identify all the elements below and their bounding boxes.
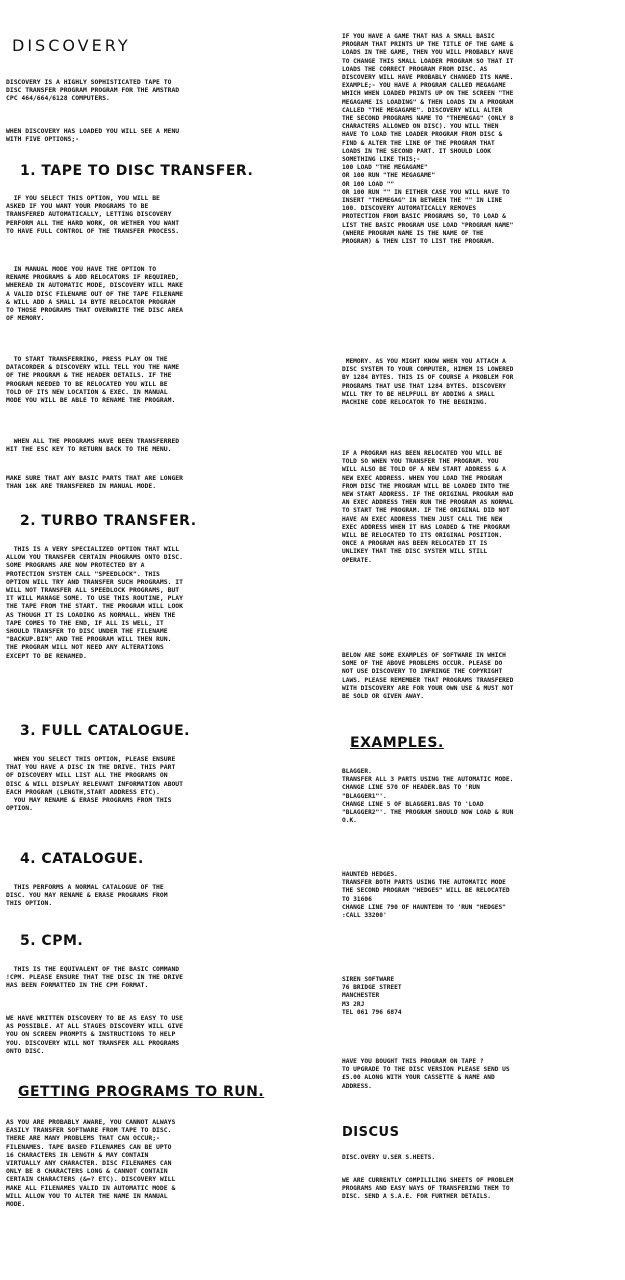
section-3-heading: 3. FULL CATALOGUE. bbox=[20, 723, 190, 739]
menu-intro-paragraph: WHEN DISCOVERY HAS LOADED YOU WILL SEE A MENU WITH FIVE OPTIONS;- bbox=[6, 127, 180, 144]
discus-subtitle: DISC.OVERY U.SER S.HEETS. bbox=[342, 1154, 436, 1161]
upgrade-offer: HAVE YOU BOUGHT THIS PROGRAM ON TAPE ? TO UPGRADE TO THE DISC VERSION PLEASE SEND US £5.00 ALONG WITH YOUR CASSETTE & NAME AND ADDRESS. bbox=[342, 1058, 510, 1090]
relocation-paragraph: IF A PROGRAM HAS BEEN RELOCATED YOU WILL BE TOLD SO WHEN YOU TRANSFER THE PROGRAM. YOU WILL ALSO BE TOLD OF A NEW START ADDRESS & A NEW EXEC ADDRESS. WHEN YOU LOAD THE PROGRAM FROM DISC THE PROGRAM WILL BE LOADED INTO THE NEW START ADDRESS. IF THE ORIGINAL PROGRAM HAD AN EXEC ADDRESS THEN RUN THE PROGRAM AS NORMAL TO START THE PROGRAM. IF THE ORIGINAL DID NOT HAVE AN EXEC ADDRESS THEN JUST CALL THE NEW EXEC ADDRESS WHEN IT HAS LOADED & THE PROGRAM WILL BE RELOCATED TO ITS ORIGINAL POSITION. ONCE A PROGRAM HAS BEEN RELOCATED IT IS UNLIKEY THAT THE DISC SYSTEM WILL STILL OPERATE. bbox=[342, 450, 514, 564]
examples-intro-paragraph: BELOW ARE SOME EXAMPLES OF SOFTWARE IN WHICH SOME OF THE ABOVE PROBLEMS OCCUR. PLEASE DO NOT USE DISCOVERY TO INFRINGE THE COPYRIGHT LAWS. PLEASE REMEMBER THAT PROGRAMS TRANSFERED WITH DISCOVERY ARE FOR YOUR OWN USE & MUST NOT BE SOLD OR GIVEN AWAY. bbox=[342, 652, 514, 701]
examples-heading: EXAMPLES. bbox=[350, 735, 444, 751]
example-haunted-hedges: HAUNTED HEDGES. TRANSFER BOTH PARTS USING THE AUTOMATIC MODE THE SECOND PROGRAM "HEDGES" WILL BE RELOCATED TO 31606 CHANGE LINE 790 OF HAUNTEDH TO 'RUN "HEDGES" :CALL 33200' bbox=[342, 871, 510, 920]
section-2-paragraph: THIS IS A VERY SPECIALIZED OPTION THAT WILL ALLOW YOU TRANSFER CERTAIN PROGRAMS ONTO DISC. SOME PROGRAMS ARE NOW PROTECTED BY A PROTECTION SYSTEM CALL "SPEEDLOCK". THIS OPTION WILL TRY AND TRANSFER SUCH PROGRAMS. IT WILL NOT TRANSFER ALL SPEEDLOCK PROGRAMS, BUT IT WILL MANAGE SOME. TO USE THIS ROUTINE, PLAY THE TAPE FROM THE START. THE PROGRAM WILL LOOK AS THOUGH IT IS LOADING AS NORMALL. WHEN THE TAPE COMES TO THE END, IF ALL IS WELL, IT SHOULD TRANSFER TO DISC UNDER THE FILENAME "BACKUP.BIN" AND THE PROGRAM WILL THEN RUN. THE PROGRAM WILL NOT NEED ANY ALTERATIONS EXCEPT TO BE RENAMED. bbox=[6, 545, 183, 660]
section-2-heading: 2. TURBO TRANSFER. bbox=[20, 513, 197, 529]
section-5-paragraph-1: THIS IS THE EQUIVALENT OF THE BASIC COMMAND !CPM. PLEASE ENSURE THAT THE DISC IN THE DRIVE HAS BEEN FORMATTED IN THE CPM FORMAT. bbox=[6, 965, 183, 990]
getting-programs-heading: GETTING PROGRAMS TO RUN. bbox=[18, 1084, 265, 1100]
section-1-paragraph-5: MAKE SURE THAT ANY BASIC PARTS THAT ARE LONGER THAN 16K ARE TRANSFERED IN MANUAL MODE. bbox=[6, 474, 183, 491]
memory-paragraph: MEMORY. AS YOU MIGHT KNOW WHEN YOU ATTACH A DISC SYSTEM TO YOUR COMPUTER, HIMEM IS LOWERED BY 1284 BYTES. THIS IS OF COURSE A PROBLEM FOR PROGRAMS THAT USE THAT 1284 BYTES. DISCOVERY WILL TRY TO BE HELPFULL BY ADDING A SMALL MACHINE CODE RELOCATOR TO THE BEGINING. bbox=[342, 358, 514, 407]
section-4-paragraph: THIS PERFORMS A NORMAL CATALOGUE OF THE DISC. YOU MAY RENAME & ERASE PROGRAMS FROM THIS OPTION. bbox=[6, 883, 168, 908]
getting-programs-paragraph: AS YOU ARE PROBABLY AWARE, YOU CANNOT ALWAYS EASILY TRANSFER SOFTWARE FROM TAPE TO DISC. THERE ARE MANY PROBLEMS THAT CAN OCCUR;- FILENAMES. TAPE BASED FILENAMES CAN BE UPTO 16 CHARACTERS IN LENGTH & MAY CONTAIN VIRTUALLY ANY CHARACTER. DISC FILENAMES CAN ONLY BE 8 CHARACTERS LONG & CANNOT CONTAIN CERTAIN CHARACTERS (&=? ETC). DISCOVERY WILL MAKE ALL FILENAMES VALID IN AUTOMATIC MODE & WILL ALLOW YOU TO ALTER THE NAME IN MANUAL MODE. bbox=[6, 1118, 176, 1209]
section-1-heading: 1. TAPE TO DISC TRANSFER. bbox=[20, 163, 254, 179]
document-title: DISCOVERY bbox=[12, 36, 131, 55]
section-1-paragraph-1: IF YOU SELECT THIS OPTION, YOU WILL BE ASKED IF YOU WANT YOUR PROGRAMS TO BE TRANSFERED AUTOMATICALLY, LETTING DISCOVERY PERFORM ALL THE HARD WORK, OR WETHER YOU WANT TO HAVE FULL CONTROL OF THE TRANSFER PROCESS. bbox=[6, 194, 180, 235]
discus-heading: DISCUS bbox=[342, 1125, 400, 1140]
example-blagger: BLAGGER. TRANSFER ALL 3 PARTS USING THE AUTOMATIC MODE. CHANGE LINE 570 OF HEADER.BAS TO 'RUN "BLAGGER1"'. CHANGE LINE 5 OF BLAGGER1.BAS TO 'LOAD "BLAGGER2"'. THE PROGRAM SHOULD NOW LOAD & RUN O.K. bbox=[342, 768, 514, 825]
section-3-paragraph: WHEN YOU SELECT THIS OPTION, PLEASE ENSURE THAT YOU HAVE A DISC IN THE DRIVE. THIS PART OF DISCOVERY WILL LIST ALL THE PROGRAMS ON DISC & WILL DISPLAY RELEVANT INFORMATION ABOUT EACH PROGRAM (LENGTH,START ADDRESS ETC). YOU MAY RENAME & ERASE PROGRAMS FROM THIS OPTION. bbox=[6, 755, 183, 813]
section-4-heading: 4. CATALOGUE. bbox=[20, 851, 144, 867]
section-5-paragraph-2: WE HAVE WRITTEN DISCOVERY TO BE AS EASY TO USE AS POSSIBLE. AT ALL STAGES DISCOVERY WILL GIVE YOU ON SCREEN PROMPTS & INSTRUCTIONS TO HELP YOU. DISCOVERY WILL NOT TRANSFER ALL PROGRAMS ONTO DISC. bbox=[6, 1014, 183, 1055]
section-1-paragraph-4: WHEN ALL THE PROGRAMS HAVE BEEN TRANSFERRED HIT THE ESC KEY TO RETURN BACK TO THE MENU. bbox=[6, 437, 180, 454]
publisher-address: SIREN SOFTWARE 76 BRIDGE STREET MANCHESTER M3 2RJ TEL 061 796 6874 bbox=[342, 976, 402, 1016]
discus-paragraph: WE ARE CURRENTLY COMPILILING SHEETS OF PROBLEM PROGRAMS AND EASY WAYS OF TRANSFERING THEM TO DISC. SEND A S.A.E. FOR FURTHER DETAILS. bbox=[342, 1177, 514, 1201]
intro-paragraph: DISCOVERY IS A HIGHLY SOPHISTICATED TAPE TO DISC TRANSFER PROGRAM PROGRAM FOR THE AMSTRAD CPC 464/664/6128 COMPUTERS. bbox=[6, 78, 180, 103]
section-1-paragraph-3: TO START TRANSFERRING, PRESS PLAY ON THE DATACORDER & DISCOVERY WILL TELL YOU THE NAME OF THE PROGRAM & THE HEADER DETAILS. IF THE PROGRAM NEEDED TO BE RELOCATED YOU WILL BE TOLD OF ITS NEW LOCATION & EXEC. IN MANUAL MODE YOU WILL BE ABLE TO RENAME THE PROGRAM. bbox=[6, 355, 180, 405]
section-5-heading: 5. CPM. bbox=[20, 933, 84, 949]
section-1-paragraph-2: IN MANUAL MODE YOU HAVE THE OPTION TO RENAME PROGRAMS & ADD RELOCATORS IF REQUIRED, WHEREAD IN AUTOMATIC MODE, DISCOVERY WILL MAKE A VALID DISC FILENAME OUT OF THE TAPE FILENAME & WILL ADD A SMALL 14 BYTE RELOCATOR PROGRAM TO THOSE PROGRAMS THAT OVERWRITE THE DISC AREA OF MEMORY. bbox=[6, 265, 183, 323]
loader-program-paragraph: IF YOU HAVE A GAME THAT HAS A SMALL BASIC PROGRAM THAT PRINTS UP THE TITLE OF THE GAME & LOADS IN THE GAME, THEN YOU WILL PROBABLY HAVE TO CHANGE THIS SMALL LOADER PROGRAM SO THAT IT LOADS THE CORRECT PROGRAM FROM DISC. AS DISCOVERY WILL HAVE PROBABLY CHANGED ITS NAME. EXAMPLE;- YOU HAVE A PROGRAM CALLED MEGAGAME WHICH WHEN LOADED PRINTS UP ON THE SCREEN "THE MEGAGAME IS LOADING" & THEN LOADS IN A PROGRAM CALLED "THE MEGAGAME". DISCOVERY WILL ALTER THE SECOND PROGRAMS NAME TO "THEMEGAG" (ONLY 8 CHARACTERS ALLOWED ON DISC). YOU WILL THEN HAVE TO LOAD THE LOADER PROGRAM FROM DISC & FIND & ALTER THE LINE OF THE PROGRAM THAT LOADS IN THE SECOND PART. IT SHOULD LOOK SOMETHING LIKE THIS;- 100 LOAD "THE MEGAGAME" OR 100 RUN "THE MEGAGAME" OR 100 LOAD "" OR 100 RUN "" IN EITHER CASE YOU WILL HAVE TO INSERT "THEMEGAG" IN BETWEEN THE "" IN LINE 100. DISCOVERY AUTOMATICALLY REMOVES PROTECTION FROM BASIC PROGRAMS SO, TO LOAD & LIST THE BASIC PROGRAM USE LOAD "PROGRAM NAME" (WHERE PROGRAM NAME IS THE NAME OF THE PROGRAM) & THEN LIST TO LIST THE PROGRAM. bbox=[342, 33, 514, 246]
